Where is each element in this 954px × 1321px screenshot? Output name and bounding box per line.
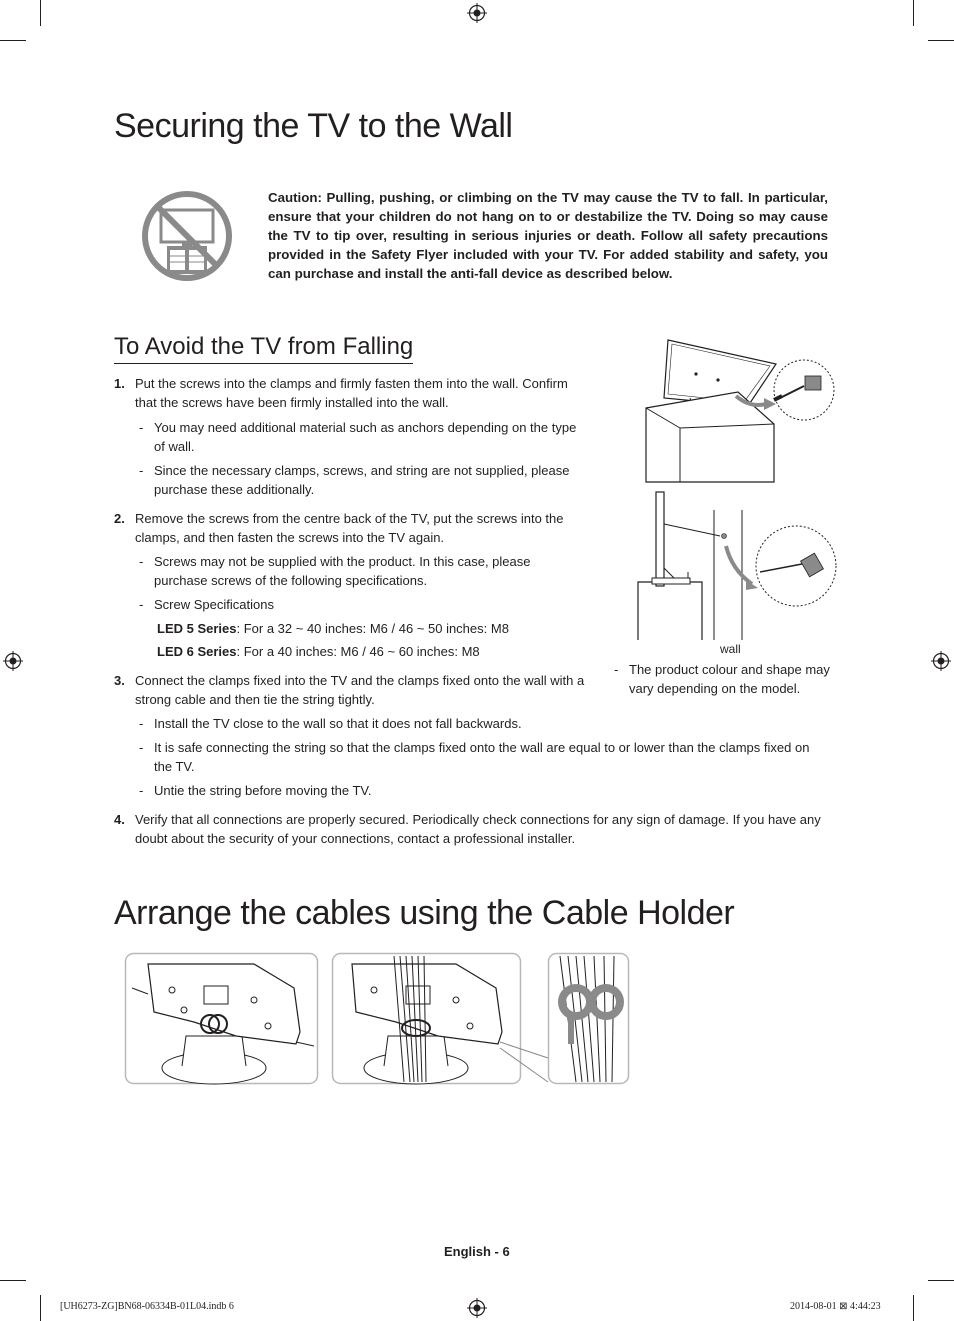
spec-value: : For a 40 inches: M6 / 46 ~ 60 inches: M8 (236, 644, 480, 659)
step-line: Verify that all connections are properly secured. Periodically check connections for any sign of damage. If you have any (135, 812, 821, 827)
wall-mount-diagram (636, 488, 842, 642)
registration-mark-icon (467, 1298, 487, 1318)
registration-mark-icon (931, 651, 951, 671)
step-text (135, 671, 584, 709)
sub-line: You may need additional material such as anchors depending on the type (154, 420, 577, 435)
sub-line: It is safe connecting the string so that the clamps fixed onto the wall are equal to or lower than the clamps fixed on (154, 740, 810, 755)
spec-line (157, 619, 509, 638)
sub-item (154, 738, 809, 776)
bullet-dash: - (139, 597, 144, 612)
step-text (135, 374, 568, 412)
sub-line: Since the necessary clamps, screws, and string are not supplied, please (154, 463, 570, 478)
bullet-dash: - (614, 662, 619, 677)
step-line: that the screws have been firmly installed into the wall. (135, 395, 449, 410)
sub-item: Untie the string before moving the TV. (154, 783, 372, 798)
step-number: 3. (114, 673, 125, 688)
print-slug-right: 2014-08-01 ⊠ 4:44:23 (790, 1301, 881, 1312)
spec-value: : For a 32 ~ 40 inches: M6 / 46 ~ 50 inches: M8 (236, 621, 509, 636)
sub-item (154, 418, 576, 456)
step-line: doubt about the security of your connections, contact a professional installer. (135, 831, 576, 846)
note-line: The product colour and shape may (629, 662, 830, 677)
step-text (135, 509, 564, 547)
step-line: Put the screws into the clamps and firmly fasten them into the wall. Confirm (135, 376, 568, 391)
caution-text: Caution: Pulling, pushing, or climbing on the TV may cause the TV to fall. In particular, ensure that your children do not hang on to or destabilize the TV. Doing so may cause the TV to tip over, resulting in serious injuries or death. Follow all safety precautions provided in the Safety Flyer included with your TV. For added stability and safety, you can purchase and install the anti-fall device as described below. (268, 190, 828, 281)
tv-stand-diagram (640, 336, 840, 486)
step-number: 1. (114, 376, 125, 391)
cable-holder-diagram (124, 952, 632, 1086)
sub-item: Screw Specifications (154, 597, 274, 612)
spec-label: LED 6 Series (157, 644, 237, 659)
section-subtitle: To Avoid the TV from Falling (114, 333, 413, 364)
registration-mark-icon (3, 651, 23, 671)
wall-label: wall (720, 642, 741, 656)
sub-line: purchase screws of the following specifications. (154, 573, 428, 588)
page-title: Securing the TV to the Wall (114, 107, 513, 145)
step-line: clamps, and then fasten the screws into the TV again. (135, 530, 445, 545)
sub-item: Install the TV close to the wall so that it does not fall backwards. (154, 716, 522, 731)
step-number: 4. (114, 812, 125, 827)
bullet-dash: - (139, 783, 144, 798)
sub-line: purchase these additionally. (154, 482, 315, 497)
bullet-dash: - (139, 740, 144, 755)
bullet-dash: - (139, 554, 144, 569)
section-title-cable: Arrange the cables using the Cable Holder (114, 894, 735, 932)
bullet-dash: - (139, 463, 144, 478)
bullet-dash: - (139, 716, 144, 731)
sub-item (154, 552, 530, 590)
figure-note (629, 660, 830, 698)
bullet-dash: - (139, 420, 144, 435)
print-slug-left: [UH6273-ZG]BN68-06334B-01L04.indb 6 (60, 1301, 234, 1312)
step-line: Connect the clamps fixed into the TV and the clamps fixed onto the wall with a (135, 673, 585, 688)
no-climbing-icon (137, 188, 237, 284)
sub-item (154, 461, 570, 499)
step-number: 2. (114, 511, 125, 526)
step-line: Remove the screws from the centre back of the TV, put the screws into the (135, 511, 564, 526)
page-footer: English - 6 (444, 1244, 510, 1259)
registration-mark-icon (467, 3, 487, 23)
sub-line: Screws may not be supplied with the product. In this case, please (154, 554, 531, 569)
sub-line: of wall. (154, 439, 195, 454)
sub-line: the TV. (154, 759, 195, 774)
step-text (135, 810, 821, 848)
spec-label: LED 5 Series (157, 621, 237, 636)
step-line: strong cable and then tie the string tightly. (135, 692, 375, 707)
spec-line (157, 642, 480, 661)
note-line: vary depending on the model. (629, 681, 801, 696)
